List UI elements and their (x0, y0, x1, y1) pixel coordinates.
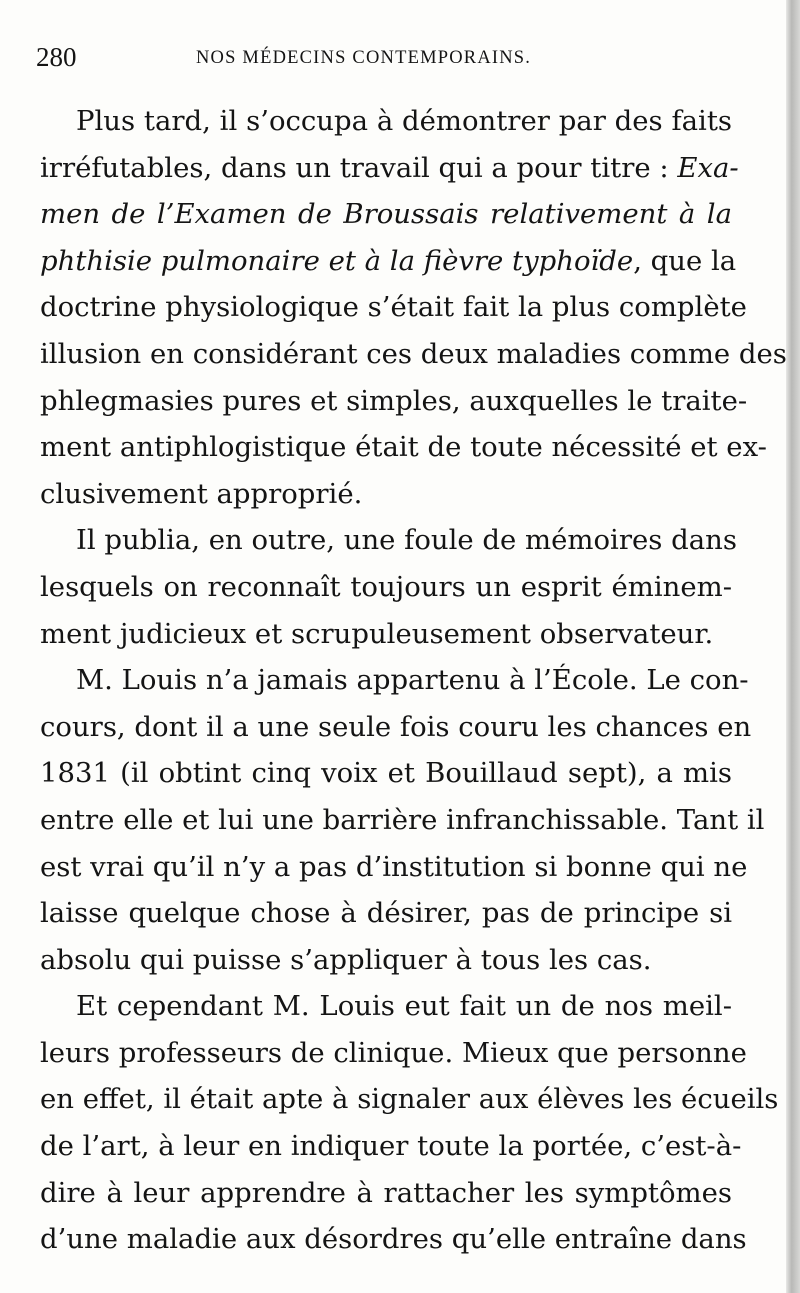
text-line (40, 517, 737, 564)
text-segment: illusion en considérant ces deux maladies comme des (40, 337, 787, 370)
text-line (40, 1216, 747, 1263)
text-segment: Il publia, en outre, une foule de mémoires dans (76, 524, 737, 557)
text-line (40, 471, 732, 518)
text-segment: en effet, il était apte à signaler aux élèves les écueils (40, 1083, 779, 1116)
text-line (40, 937, 732, 984)
text-segment: Plus tard, il s’occupa à démontrer par des faits (76, 105, 732, 137)
text-line (40, 1076, 779, 1123)
text-segment: absolu qui puisse s’appliquer à tous les cas. (40, 943, 652, 976)
italic-text-segment: phthisie pulmonaire et à la fièvre typhoïde (40, 244, 634, 277)
italic-text-segment: Exa- (677, 151, 739, 184)
text-segment: M. Louis n’a jamais appartenu à l’École. Le con- (76, 664, 749, 697)
text-line (40, 611, 732, 658)
text-line (40, 378, 748, 425)
text-line (40, 424, 767, 471)
text-segment: ment judicieux et scrupuleusement observateur. (40, 617, 714, 650)
text-segment: doctrine physiologique s’était fait la plus complète (40, 291, 747, 324)
text-line (40, 983, 732, 1030)
text-segment: Et cependant M. Louis eut fait un de nos meil- (76, 990, 732, 1023)
text-segment: 1831 (il obtint cinq voix et Bouillaud sept), a mis (40, 757, 732, 790)
body-text (40, 98, 787, 1263)
text-segment: cours, dont il a une seule fois couru les chances en (40, 710, 752, 743)
text-line (40, 657, 749, 704)
page-edge-shadow (786, 0, 800, 1293)
text-line (40, 1170, 732, 1217)
text-segment: entre elle et lui une barrière infranchissable. Tant il (40, 803, 765, 836)
text-segment: laisse quelque chose à désirer, pas de principe si (40, 897, 732, 930)
text-line (40, 1123, 742, 1170)
text-line (40, 890, 732, 937)
text-line (40, 564, 732, 611)
text-line (40, 1030, 747, 1077)
text-segment: de l’art, à leur en indiquer toute la portée, c’est-à- (40, 1130, 742, 1163)
text-segment: dire à leur apprendre à rattacher les symptômes (40, 1176, 732, 1209)
text-line (40, 331, 787, 378)
text-segment: phlegmasies pures et simples, auxquelles le traite- (40, 384, 748, 417)
text-line (40, 145, 739, 192)
text-line (40, 191, 732, 238)
text-line (40, 704, 752, 751)
page-header (36, 42, 736, 82)
text-segment: d’une maladie aux désordres qu’elle entraîne dans (40, 1223, 747, 1256)
text-segment: clusivement approprié. (40, 477, 363, 510)
text-line (40, 284, 747, 331)
text-segment: est vrai qu’il n’y a pas d’institution si bonne qui ne (40, 850, 748, 883)
italic-text-segment: men de l’Examen de Broussais relativement à la (40, 198, 732, 231)
text-line (40, 797, 765, 844)
text-segment: lesquels on reconnaît toujours un esprit éminem- (40, 570, 732, 603)
text-segment: ment antiphlogistique était de toute nécessité et ex- (40, 431, 767, 464)
text-line (40, 98, 732, 145)
text-segment: leurs professeurs de clinique. Mieux que personne (40, 1036, 747, 1069)
text-line (40, 750, 732, 797)
running-title: NOS MÉDECINS CONTEMPORAINS. (196, 48, 532, 68)
text-segment: irréfutables, dans un travail qui a pour titre : (40, 151, 678, 184)
text-segment: , que la (633, 244, 737, 277)
text-line (40, 844, 748, 891)
text-line (40, 238, 737, 285)
page-number: 280 (36, 42, 77, 72)
